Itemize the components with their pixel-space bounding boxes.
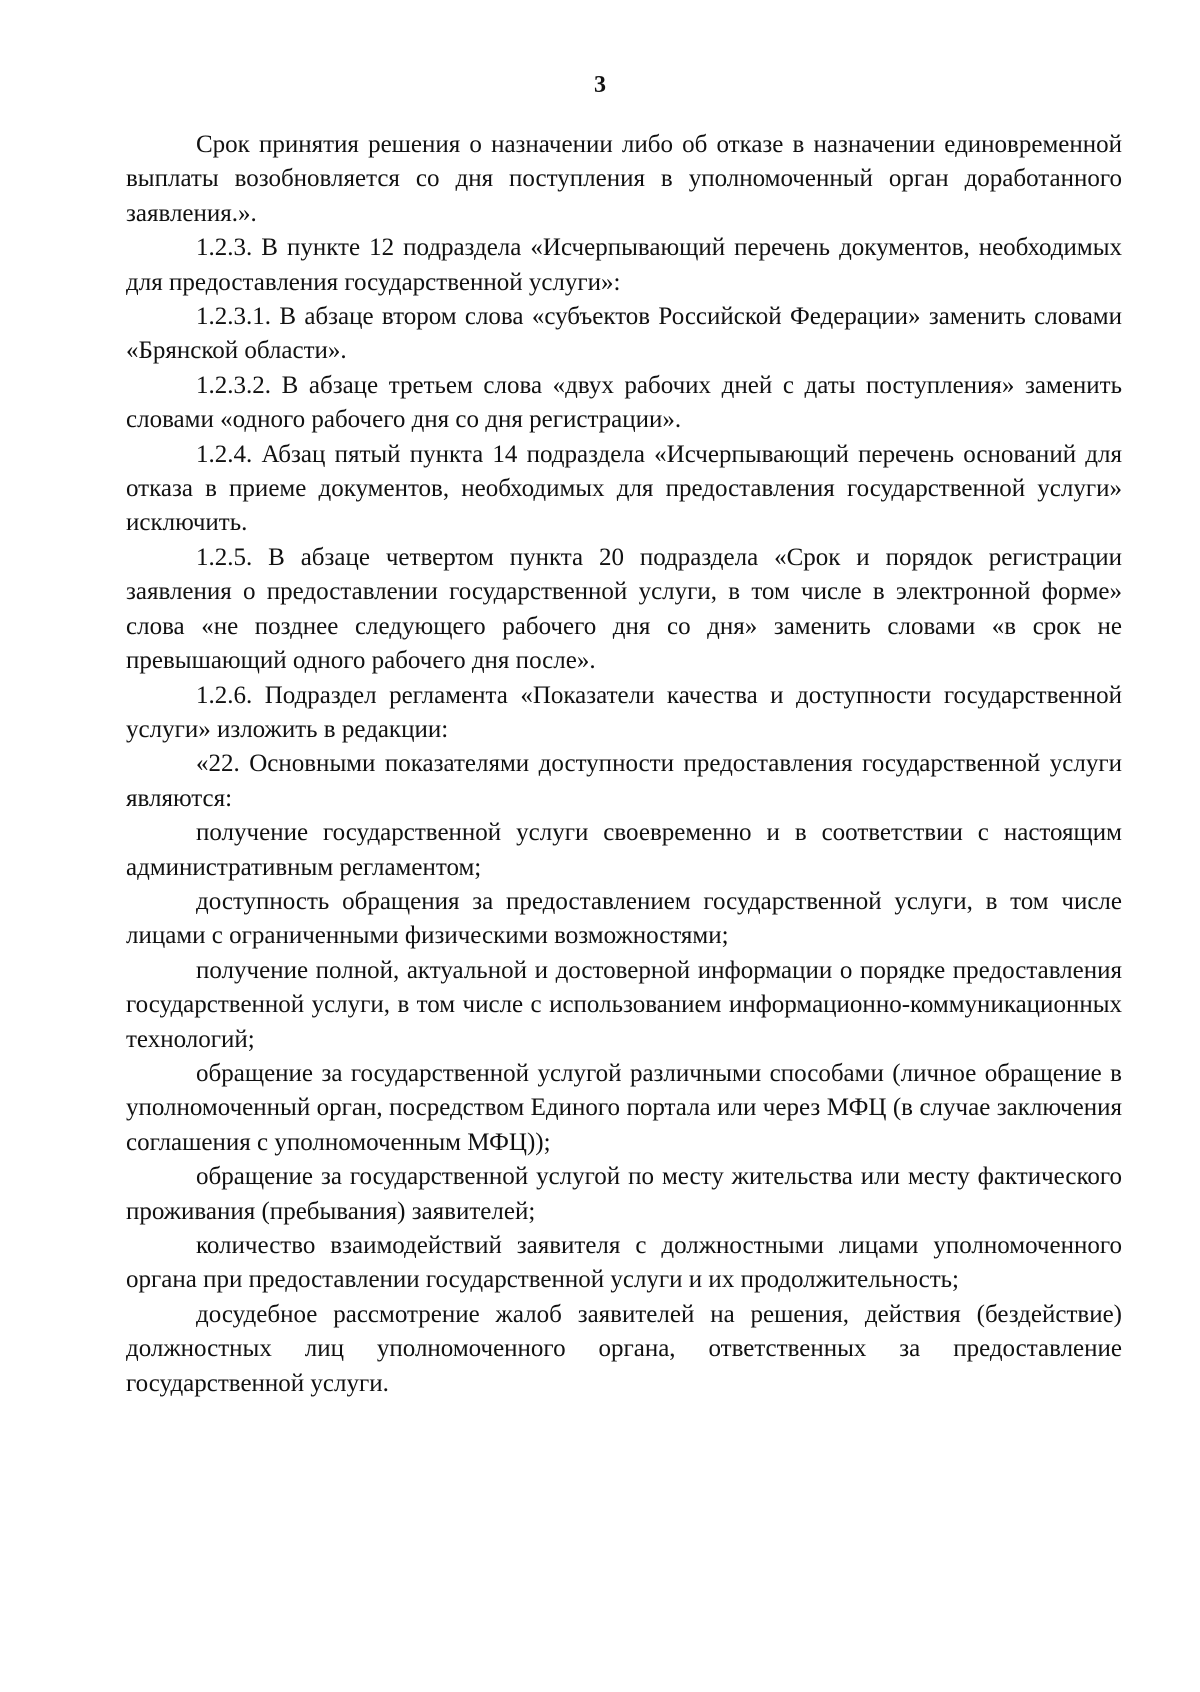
document-body (126, 128, 1122, 1401)
page-number: 3 (594, 72, 606, 98)
list-item-place-of-residence: обращение за государственной услугой по месту жительства или месту фактического проживания (пребывания) заявителей; (126, 1163, 1122, 1225)
paragraph-1-2-5: 1.2.5. В абзаце четвертом пункта 20 подраздела «Срок и порядок регистрации заявления о предоставлении государственной услуги, в том числе в электронной форме» слова «не позднее следующего рабочего дня со дня» заменить словами «в срок не превышающий одного рабочего дня после». (126, 543, 1122, 675)
list-item-interactions: количество взаимодействий заявителя с должностными лицами уполномоченного органа при предоставлении государственной услуги и их продолжительность; (126, 1232, 1122, 1294)
paragraph-term-resume: Срок принятия решения о назначении либо об отказе в назначении единовременной выплаты возобновляется со дня поступления в уполномоченный орган доработанного заявления.». (126, 131, 1122, 227)
paragraph-1-2-3-1: 1.2.3.1. В абзаце втором слова «субъектов Российской Федерации» заменить словами «Брянской области». (126, 303, 1122, 365)
paragraph-1-2-3-2: 1.2.3.2. В абзаце третьем слова «двух рабочих дней с даты поступления» заменить словами «одного рабочего дня со дня регистрации». (126, 371, 1122, 434)
paragraph-22: «22. Основными показателями доступности предоставления государственной услуги являются: (126, 750, 1122, 812)
paragraph-1-2-3: 1.2.3. В пункте 12 подраздела «Исчерпывающий перечень документов, необходимых для предоставления государственной услуги»: (126, 234, 1122, 296)
paragraph-1-2-6: 1.2.6. Подраздел регламента «Показатели качества и доступности государственной услуги» изложить в редакции: (126, 681, 1122, 743)
list-item-accessibility: доступность обращения за предоставлением государственной услуги, в том числе лицами с ограниченными физическими возможностями; (126, 887, 1122, 950)
list-item-information: получение полной, актуальной и достоверной информации о порядке предоставления государственной услуги, в том числе с использованием информационно-коммуникационных технологий; (126, 956, 1122, 1053)
paragraph-1-2-4: 1.2.4. Абзац пятый пункта 14 подраздела «Исчерпывающий перечень оснований для отказа в приеме документов, необходимых для предоставления государственной услуги» исключить. (126, 440, 1122, 537)
list-item-application-methods: обращение за государственной услугой различными способами (личное обращение в уполномоченный орган, посредством Единого портала или через МФЦ (в случае заключения соглашения с уполномоченным МФЦ)); (126, 1059, 1122, 1156)
list-item-timely-service: получение государственной услуги своевременно и в соответствии с настоящим административным регламентом; (126, 819, 1122, 881)
list-item-pretrial-appeal: досудебное рассмотрение жалоб заявителей на решения, действия (бездействие) должностных лиц уполномоченного органа, ответственных за предоставление государственной услуги. (126, 1300, 1122, 1397)
